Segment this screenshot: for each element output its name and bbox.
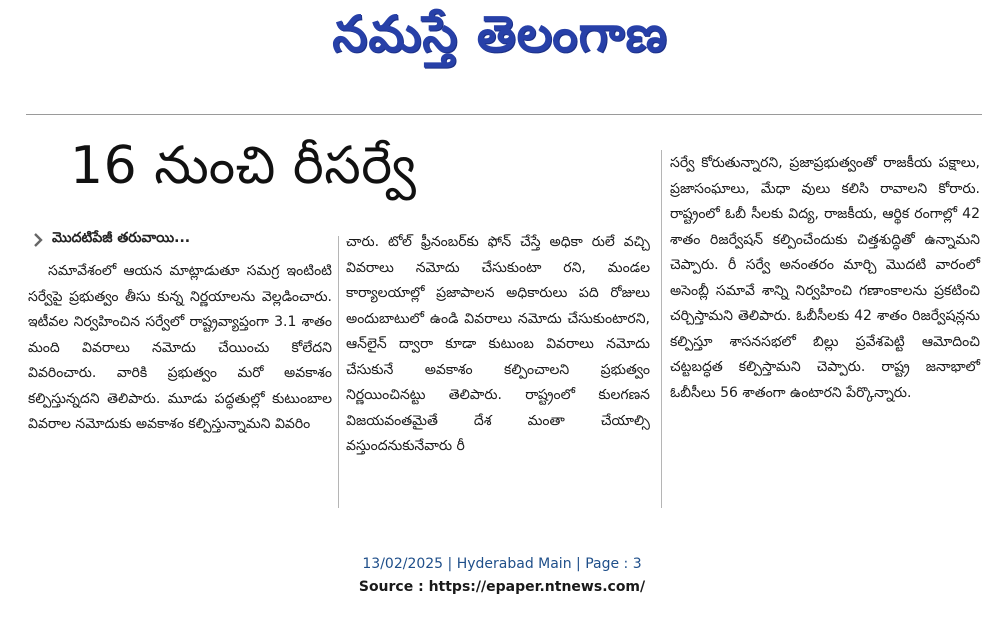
article-column-1 <box>28 259 332 438</box>
column-divider <box>661 150 662 508</box>
article-column-2 <box>346 230 650 460</box>
newspaper-logo: నమస్తే తెలంగాణ <box>332 4 668 63</box>
continuation-text: మొదటిపేజీ తరువాయి... <box>52 230 191 246</box>
article-headline: 16 నుంచి రీసర్వే <box>70 136 417 196</box>
continuation-label <box>30 230 190 249</box>
source-link[interactable]: Source : https://epaper.ntnews.com/ <box>358 579 646 595</box>
column-1-text: సమావేశంలో ఆయన మాట్లాడుతూ సమగ్ర ఇంటింటి సర్వేపై ప్రభుత్వం తీసు కున్న నిర్ణయాలను వెల్లడించారు. ఇటీవల నిర్వహించిన సర్వేలో రాష్ట్రవ్యాప్తంగా 3.1 శాతం మంది వివరాలు నమోదు చేయించు కోలేదని వివరించారు. వారికి ప్రభుత్వం మరో అవకాశం కల్పిస్తున్నదని తెలిపారు. మూడు పద్ధతుల్లో కుటుంబాల వివరాల నమోదుకు అవకాశం కల్పిస్తున్నామని వివరిం <box>28 263 332 432</box>
article-column-3 <box>670 151 980 406</box>
header-divider <box>26 114 982 115</box>
masthead <box>0 0 1004 80</box>
column-2-text: చారు. టోల్ ఫ్రీనంబర్‌కు ఫోన్ చేస్తే అధికా రులే వచ్చి వివరాలు నమోదు చేసుకుంటా రని, మండల కార్యాలయాల్లో ప్రజాపాలన అధికారులు పది రోజులు అందుబాటులో ఉండి వివరాలు నమోదు చేసుకుంటారని, ఆన్‌లైన్ ద్వారా కూడా కుటుంబ వివరాలు నమోదు చేసుకునే అవకాశం కల్పించాలని ప్రభుత్వం నిర్ణయించినట్టు తెలిపారు. రాష్ట్రంలో కులగణన విజయవంతమైతే దేశ మంతా చేయాల్సి వస్తుందనుకునేవారు రీ <box>346 234 650 454</box>
edition-info: 13/02/2025 | Hyderabad Main | Page : 3 <box>362 556 642 572</box>
column-3-text: సర్వే కోరుతున్నారని, ప్రజాప్రభుత్వంతో రాజకీయ పక్షాలు, ప్రజాసంఘాలు, మేధా వులు కలిసి రావాలని కోరారు. రాష్ట్రంలో ఓబీ సీలకు విద్య, రాజకీయ, ఆర్థిక రంగాల్లో 42 శాతం రిజర్వేషన్ కల్పించేందుకు చిత్తశుద్ధితో ఉన్నామని చెప్పారు. రీ సర్వే అనంతరం మార్చి మొదటి వారంలో అసెంబ్లీ సమావే శాన్ని నిర్వహించి గణాంకాలను ప్రకటించి చర్చిస్తామని తెలిపారు. ఓబీసీలకు 42 శాతం రిజర్వేషన్లను కల్పిస్తూ శాసనసభలో బిల్లు ప్రవేశపెట్టి ఆమోదించి చట్టబద్ధత కల్పిస్తామని చెప్పారు. రాష్ట్ర జనాభాలో ఓబీసీలు 56 శాతంగా ఉంటారని పేర్కొన్నారు. <box>670 155 980 401</box>
column-divider <box>338 236 339 508</box>
chevron-right-icon <box>30 232 46 248</box>
